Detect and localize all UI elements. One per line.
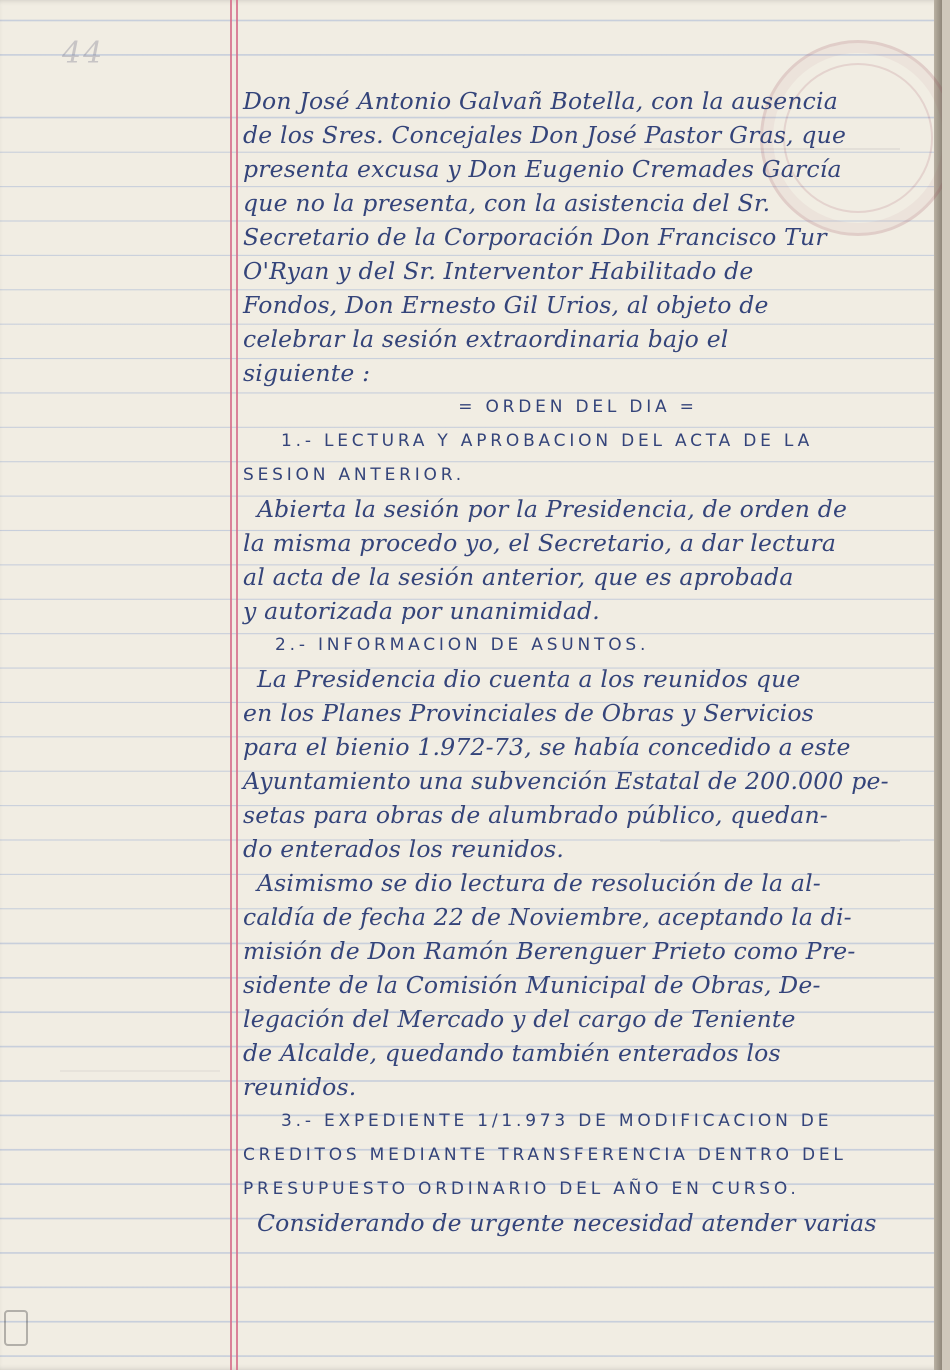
text-line: do enterados los reunidos.: [243, 835, 565, 863]
margin-rule: [236, 0, 238, 1370]
text-line: caldía de fecha 22 de Noviembre, aceptando la di-: [243, 903, 852, 931]
page-edge: [934, 0, 942, 1370]
text-line: y autorizada por unanimidad.: [243, 597, 600, 625]
agenda-heading: 3.- EXPEDIENTE 1/1.973 DE MODIFICACION DE: [281, 1111, 833, 1131]
text-line: la misma procedo yo, el Secretario, a dar lectura: [243, 529, 837, 557]
binder-clip-icon: [4, 1310, 28, 1346]
text-line: celebrar la sesión extraordinaria bajo el: [243, 325, 729, 353]
bleed-through-mark: [60, 1050, 220, 1072]
agenda-heading: SESION ANTERIOR.: [243, 465, 465, 485]
text-line: en los Planes Provinciales de Obras y Servicios: [243, 699, 814, 727]
text-line: Don José Antonio Galvañ Botella, con la ausencia: [243, 87, 838, 115]
text-line: siguiente :: [243, 359, 371, 387]
text-line: que no la presenta, con la asistencia del Sr.: [243, 189, 771, 217]
text-line: O'Ryan y del Sr. Interventor Habilitado de: [243, 257, 754, 285]
text-line: Ayuntamiento una subvención Estatal de 200.000 pe-: [243, 767, 889, 795]
page-number: 44: [62, 36, 105, 71]
text-line: legación del Mercado y del cargo de Teniente: [243, 1005, 796, 1033]
agenda-heading: 2.- INFORMACION DE ASUNTOS.: [275, 635, 650, 655]
agenda-heading: CREDITOS MEDIANTE TRANSFERENCIA DENTRO DEL: [243, 1145, 847, 1165]
text-line: presenta excusa y Don Eugenio Cremades García: [243, 155, 842, 183]
text-line: sidente de la Comisión Municipal de Obras, De-: [243, 971, 821, 999]
text-line: reunidos.: [243, 1073, 357, 1101]
text-line: al acta de la sesión anterior, que es aprobada: [243, 563, 794, 591]
text-line: de Alcalde, quedando también enterados los: [243, 1039, 781, 1067]
text-line: para el bienio 1.972-73, se había concedido a este: [243, 733, 851, 761]
text-line: La Presidencia dio cuenta a los reunidos que: [257, 665, 801, 693]
text-line: Asimismo se dio lectura de resolución de la al-: [257, 869, 821, 897]
section-title: = ORDEN DEL DIA =: [458, 397, 698, 417]
text-line: de los Sres. Concejales Don José Pastor Gras, que: [243, 121, 847, 149]
agenda-heading: PRESUPUESTO ORDINARIO DEL AÑO EN CURSO.: [243, 1179, 800, 1199]
text-line: Secretario de la Corporación Don Francisco Tur: [243, 223, 827, 251]
text-line: Abierta la sesión por la Presidencia, de orden de: [257, 495, 848, 523]
text-line: setas para obras de alumbrado público, quedan-: [243, 801, 828, 829]
margin-rule: [230, 0, 232, 1370]
text-line: misión de Don Ramón Berenguer Prieto como Pre-: [243, 937, 856, 965]
text-line: Fondos, Don Ernesto Gil Urios, al objeto de: [243, 291, 769, 319]
agenda-heading: 1.- LECTURA Y APROBACION DEL ACTA DE LA: [281, 431, 813, 451]
text-line: Considerando de urgente necesidad atender varias: [257, 1209, 877, 1237]
